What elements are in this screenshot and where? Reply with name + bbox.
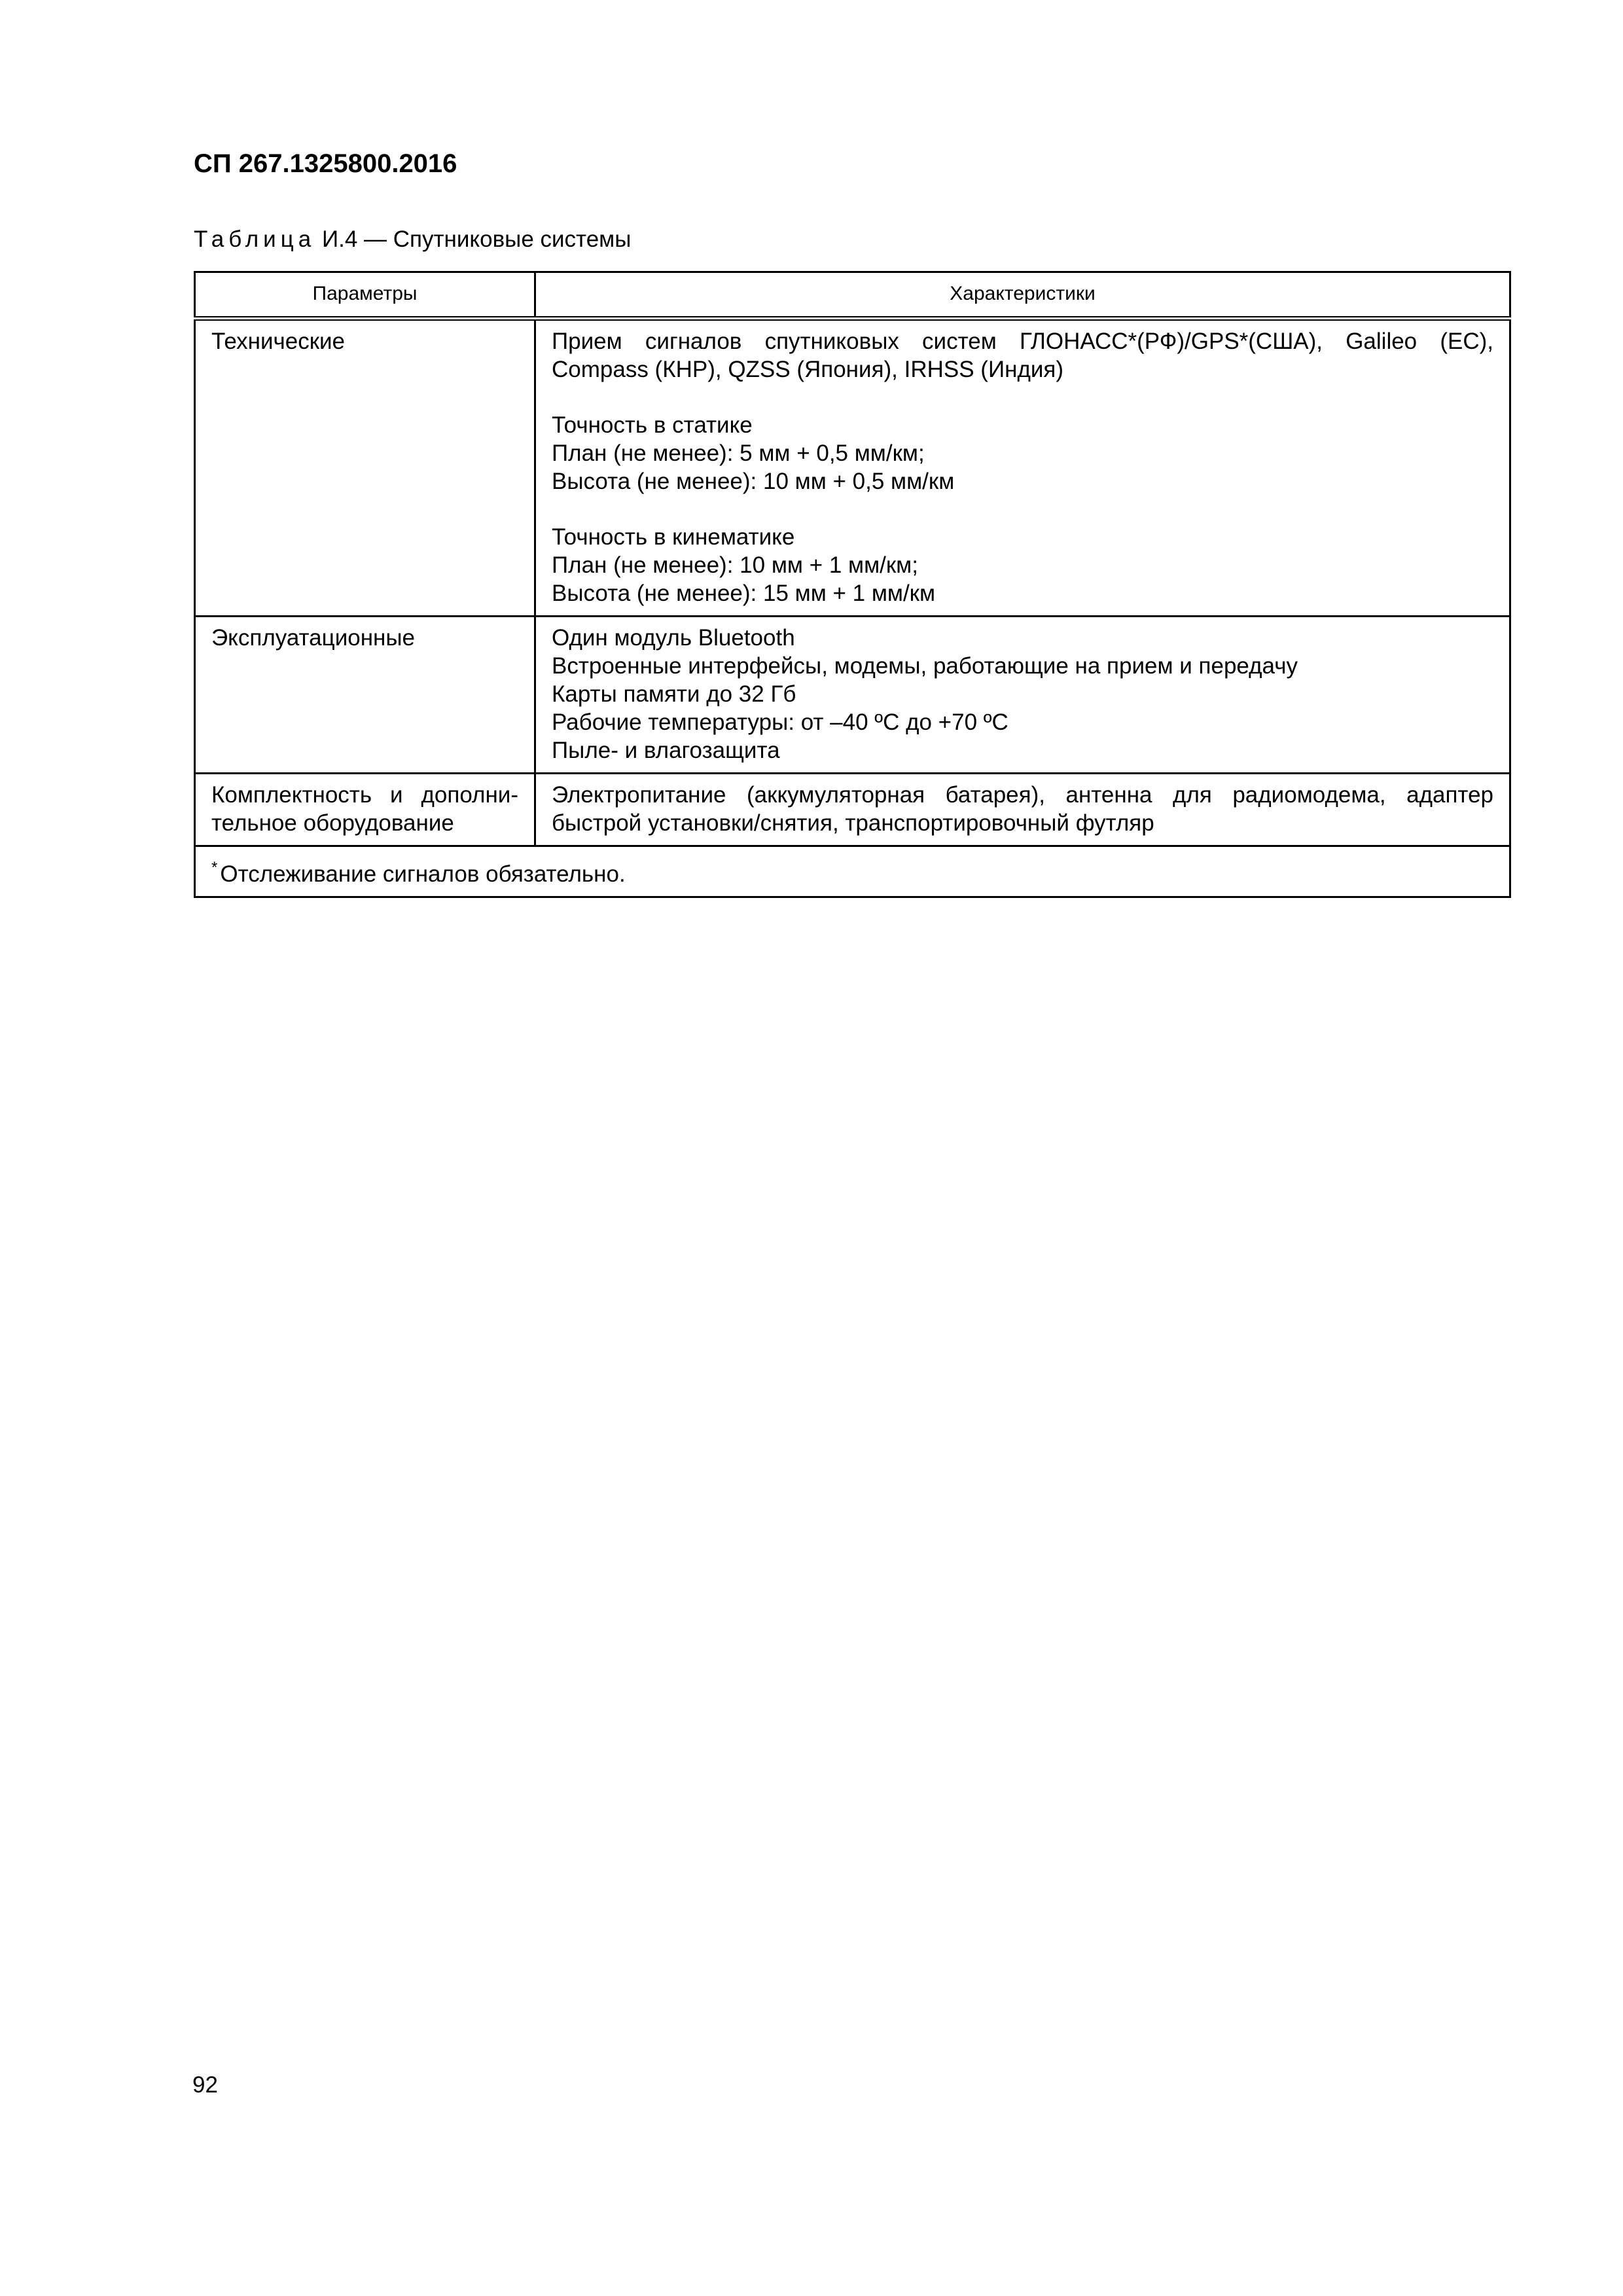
table-row-equipment xyxy=(195,774,1510,846)
characteristic-text: Пыле- и влагозащита xyxy=(552,738,780,763)
table-cell-param: Технические xyxy=(195,319,535,617)
table-cell-characteristics xyxy=(535,319,1510,617)
table-row-technical xyxy=(195,319,1510,617)
characteristic-text: Встроенные интерфейсы, модемы, работающие на прием и передачу xyxy=(552,653,1298,679)
table-cell-characteristics xyxy=(535,617,1510,774)
document-code: СП 267.1325800.2016 xyxy=(194,149,457,178)
table-row-operational xyxy=(195,617,1510,774)
column-header-parameters: Параметры xyxy=(195,272,535,319)
characteristic-text: Прием сигналов спутниковых систем ГЛОНАСС*(РФ)/GPS*(США), Galileo (ЕС), Compass (КНР), QZSS (Япония), IRHSS (Индия) xyxy=(552,329,1493,382)
table-caption-text: И.4 — Спутниковые системы xyxy=(321,226,632,252)
table-cell-characteristics: Электропитание (аккумуляторная батарея), антенна для радиомодема, адаптер быстрой установки/снятия, транспортировочный футляр xyxy=(535,774,1510,846)
characteristic-text: Высота (не менее): 10 мм + 0,5 мм/км xyxy=(552,469,955,494)
characteristic-text: Карты памяти до 32 Гб xyxy=(552,681,796,707)
characteristic-text: Высота (не менее): 15 мм + 1 мм/км xyxy=(552,581,936,606)
characteristic-text: План (не менее): 10 мм + 1 мм/км; xyxy=(552,552,918,578)
column-header-characteristics: Характеристики xyxy=(535,272,1510,319)
table-caption xyxy=(194,225,631,254)
characteristic-text: План (не менее): 5 мм + 0,5 мм/км; xyxy=(552,440,925,466)
table-footnote-row xyxy=(195,846,1510,897)
characteristic-text: Один модуль Bluetooth xyxy=(552,625,795,651)
footnote-mark: * xyxy=(211,859,218,876)
table-footnote xyxy=(195,846,1510,897)
characteristic-text: Точность в кинематике xyxy=(552,524,795,550)
characteristic-text: Рабочие температуры: от –40 ºС до +70 ºС xyxy=(552,709,1008,735)
footnote-text: Отслеживание сигналов обязательно. xyxy=(220,861,626,887)
table-header-row xyxy=(195,272,1510,319)
table-caption-label: Таблица xyxy=(194,226,316,252)
satellite-systems-table xyxy=(194,271,1511,898)
characteristic-text: Точность в статике xyxy=(552,412,753,438)
page-number: 92 xyxy=(192,2072,218,2098)
table-cell-param: Эксплуатационные xyxy=(195,617,535,774)
table-cell-param: Комплектность и дополни-тельное оборудование xyxy=(195,774,535,846)
